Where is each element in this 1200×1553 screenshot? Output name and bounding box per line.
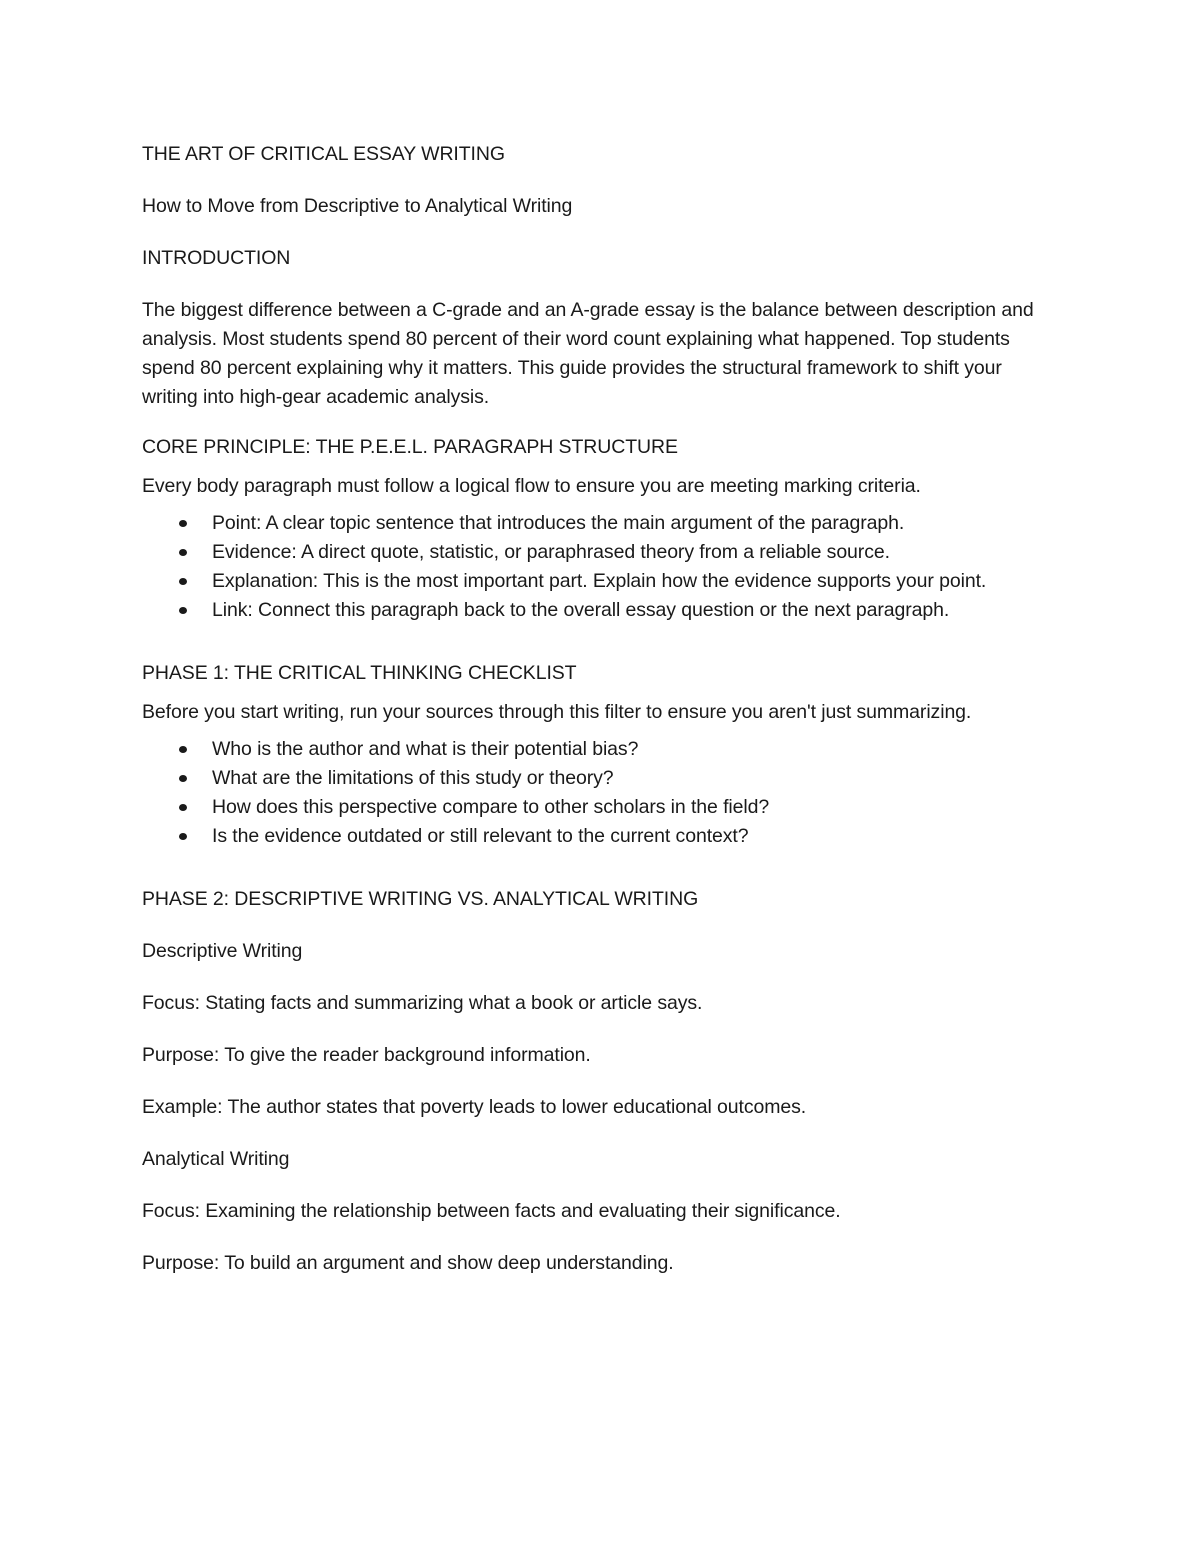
list-item (142, 538, 1052, 567)
phase2-heading: PHASE 2: DESCRIPTIVE WRITING VS. ANALYTICAL WRITING (142, 888, 699, 910)
list-item (142, 822, 1052, 851)
checklist-item: How does this perspective compare to other scholars in the field? (212, 796, 770, 818)
core-principle-lead: Every body paragraph must follow a logical flow to ensure you are meeting marking criteria. (142, 475, 921, 497)
spacer (142, 625, 1052, 659)
peel-item-evidence: Evidence: A direct quote, statistic, or paraphrased theory from a reliable source. (212, 541, 890, 563)
introduction-heading: INTRODUCTION (142, 247, 291, 269)
bullet-icon (179, 549, 187, 556)
peel-list (142, 509, 1052, 625)
descriptive-heading: Descriptive Writing (142, 940, 303, 962)
bullet-icon (179, 520, 187, 527)
analytical-purpose: Purpose: To build an argument and show deep understanding. (142, 1252, 674, 1274)
introduction-body: The biggest difference between a C-grade and an A-grade essay is the balance between description and analysis. Most students spend 80 percent of their word count explaining what happened. Top students spend 80 percent explaining why it matters. This guide provides the structural framework to shift your writing into high-gear academic analysis. (142, 299, 1034, 408)
list-item (142, 596, 1052, 625)
bullet-icon (179, 746, 187, 753)
peel-item-explanation: Explanation: This is the most important part. Explain how the evidence supports your point. (212, 570, 987, 592)
list-item (142, 735, 1052, 764)
peel-item-link: Link: Connect this paragraph back to the overall essay question or the next paragraph. (212, 599, 950, 621)
phase1-lead: Before you start writing, run your sources through this filter to ensure you aren't just summarizing. (142, 701, 972, 723)
descriptive-example: Example: The author states that poverty leads to lower educational outcomes. (142, 1096, 807, 1118)
list-item (142, 509, 1052, 538)
spacer (142, 851, 1052, 885)
analytical-focus: Focus: Examining the relationship between facts and evaluating their significance. (142, 1200, 841, 1222)
bullet-icon (179, 775, 187, 782)
phase1-heading: PHASE 1: THE CRITICAL THINKING CHECKLIST (142, 662, 577, 684)
list-item (142, 793, 1052, 822)
list-item (142, 567, 1052, 596)
bullet-icon (179, 833, 187, 840)
descriptive-focus: Focus: Stating facts and summarizing what a book or article says. (142, 992, 703, 1014)
checklist-item: Who is the author and what is their potential bias? (212, 738, 639, 760)
checklist-item: Is the evidence outdated or still relevant to the current context? (212, 825, 749, 847)
peel-item-point: Point: A clear topic sentence that introduces the main argument of the paragraph. (212, 512, 905, 534)
bullet-icon (179, 607, 187, 614)
document-page (142, 140, 1052, 1301)
list-item (142, 764, 1052, 793)
core-principle-heading: CORE PRINCIPLE: THE P.E.E.L. PARAGRAPH STRUCTURE (142, 436, 678, 458)
document-title: THE ART OF CRITICAL ESSAY WRITING (142, 143, 505, 165)
bullet-icon (179, 804, 187, 811)
bullet-icon (179, 578, 187, 585)
checklist (142, 735, 1052, 851)
checklist-item: What are the limitations of this study or theory? (212, 767, 614, 789)
document-subtitle: How to Move from Descriptive to Analytical Writing (142, 195, 573, 217)
analytical-heading: Analytical Writing (142, 1148, 290, 1170)
descriptive-purpose: Purpose: To give the reader background information. (142, 1044, 591, 1066)
